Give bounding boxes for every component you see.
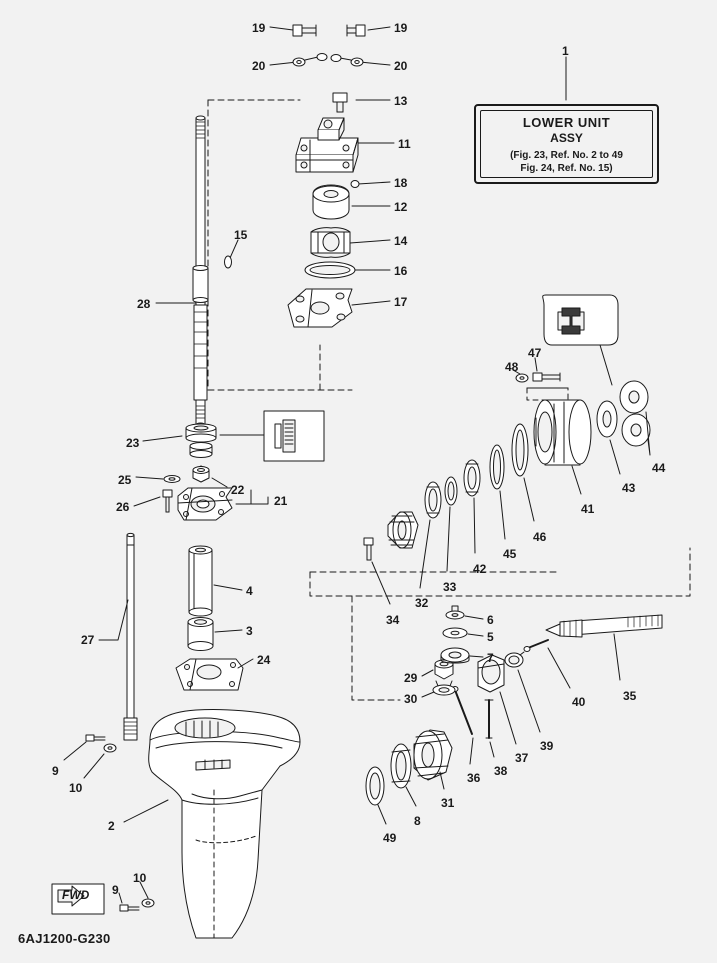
leader-6 bbox=[465, 616, 483, 619]
washer-10-upper bbox=[104, 744, 116, 752]
leader-25 bbox=[136, 477, 163, 479]
nut-22 bbox=[193, 466, 209, 482]
callout-number: 21 bbox=[274, 494, 288, 508]
bearing-32 bbox=[425, 482, 441, 518]
callout-number: 41 bbox=[581, 502, 595, 516]
callout-number: 4 bbox=[246, 584, 253, 598]
pump-housing-11 bbox=[296, 118, 358, 172]
tab-washer-30 bbox=[433, 681, 455, 695]
callout-number: 26 bbox=[116, 500, 130, 514]
pump-base-17 bbox=[288, 289, 352, 327]
callout-number: 15 bbox=[234, 228, 248, 242]
washer-5 bbox=[443, 628, 467, 638]
leader-29 bbox=[422, 670, 433, 676]
callout-number: 19 bbox=[252, 21, 266, 35]
callout-number: 30 bbox=[404, 692, 418, 706]
shim-33 bbox=[445, 477, 457, 505]
pin-18 bbox=[351, 181, 359, 188]
collar-3 bbox=[188, 618, 213, 651]
leader-46 bbox=[524, 478, 534, 521]
dashed-box-47-48 bbox=[527, 388, 568, 400]
callout-number: 36 bbox=[467, 771, 481, 785]
callout-number: 31 bbox=[441, 796, 455, 810]
bolt-34 bbox=[364, 538, 373, 560]
leader-8 bbox=[406, 787, 416, 806]
leader-43 bbox=[610, 440, 620, 474]
leader-2 bbox=[124, 800, 168, 822]
leader-42 bbox=[474, 498, 475, 553]
leader-10-upper bbox=[84, 754, 104, 778]
bearing-housing-21 bbox=[178, 488, 232, 520]
callout-number: 22 bbox=[231, 483, 245, 497]
leader-24 bbox=[238, 659, 253, 668]
callout-number: 14 bbox=[394, 234, 408, 248]
callout-number: 39 bbox=[540, 739, 554, 753]
leader-15 bbox=[230, 240, 238, 258]
seal-49 bbox=[366, 767, 384, 805]
leader-49 bbox=[378, 805, 386, 824]
prop-shaft-35 bbox=[546, 615, 662, 637]
forward-gear-31 bbox=[414, 730, 452, 780]
bolt-19-left bbox=[293, 25, 316, 36]
callout-number: 25 bbox=[118, 473, 132, 487]
gasket-16 bbox=[305, 262, 355, 278]
leader-40 bbox=[548, 648, 570, 688]
callout-number: 20 bbox=[394, 59, 408, 73]
callout-number: 20 bbox=[252, 59, 266, 73]
leader-9-lower bbox=[119, 893, 122, 903]
leader-19-right bbox=[368, 27, 390, 30]
leader-20-right bbox=[360, 62, 390, 65]
gasket-plate-24 bbox=[176, 659, 243, 690]
assy-note-line2: Fig. 24, Ref. No. 15) bbox=[520, 163, 613, 174]
insert-12 bbox=[313, 185, 349, 219]
drive-shaft-28 bbox=[193, 116, 208, 427]
gearcase-body-2 bbox=[149, 709, 300, 938]
pinion-gear bbox=[388, 512, 418, 548]
seal-housing-23 bbox=[186, 424, 216, 458]
leader-7 bbox=[470, 656, 483, 657]
callout-number: 34 bbox=[386, 613, 400, 627]
washer-44-inner bbox=[622, 414, 650, 446]
washer-25 bbox=[164, 476, 180, 483]
washer-6 bbox=[446, 606, 464, 619]
callout-number: 47 bbox=[528, 346, 542, 360]
callout-number: 12 bbox=[394, 200, 408, 214]
leader-17 bbox=[352, 301, 390, 305]
oring-45 bbox=[490, 445, 504, 489]
callout-number: 49 bbox=[383, 831, 397, 845]
leader-18 bbox=[358, 182, 390, 184]
bearing-8 bbox=[391, 744, 411, 788]
callout-number: 44 bbox=[652, 461, 666, 475]
callout-number: 11 bbox=[398, 137, 411, 151]
anode-bolt-9-lower bbox=[120, 905, 139, 911]
callout-number: 18 bbox=[394, 176, 408, 190]
callout-number: 23 bbox=[126, 436, 140, 450]
clip-20-left bbox=[293, 54, 327, 67]
callout-number: 24 bbox=[257, 653, 271, 667]
callout-number: 10 bbox=[69, 781, 83, 795]
leader-38 bbox=[490, 742, 494, 757]
callout-number: 10 bbox=[133, 871, 147, 885]
callout-number: 42 bbox=[473, 562, 487, 576]
leader-9-upper bbox=[64, 742, 86, 760]
washer-48 bbox=[516, 374, 528, 382]
leader-4 bbox=[214, 585, 242, 590]
pin-40 bbox=[524, 640, 548, 652]
anode-bolt-9-upper bbox=[86, 735, 105, 741]
bolt-26 bbox=[163, 490, 172, 512]
leader-32 bbox=[420, 520, 430, 588]
leader-26 bbox=[134, 497, 160, 506]
leader-21 bbox=[236, 497, 268, 504]
leader-34 bbox=[372, 562, 390, 604]
callout-number: 1 bbox=[562, 44, 569, 58]
leader-14 bbox=[350, 240, 390, 243]
callout-number: 33 bbox=[443, 580, 457, 594]
callout-number: 13 bbox=[394, 94, 408, 108]
callout-number: 6 bbox=[487, 613, 494, 627]
callout-number: 46 bbox=[533, 530, 547, 544]
bolt-47 bbox=[533, 373, 560, 381]
callout-number: 43 bbox=[622, 481, 636, 495]
leader-3 bbox=[215, 630, 242, 632]
leader-37 bbox=[500, 692, 516, 744]
callout-number: 48 bbox=[505, 360, 519, 374]
leader-23 bbox=[143, 436, 182, 441]
shift-rod-27 bbox=[124, 533, 137, 740]
callout-number: 37 bbox=[515, 751, 529, 765]
callout-number: 2 bbox=[108, 819, 115, 833]
callout-number: 19 bbox=[394, 21, 408, 35]
leader-39 bbox=[518, 670, 540, 732]
assy-box-inner bbox=[480, 110, 653, 178]
leader-33 bbox=[447, 507, 450, 571]
leader-22 bbox=[212, 478, 227, 487]
callout-number: 17 bbox=[394, 295, 408, 309]
leader-31 bbox=[440, 772, 444, 789]
leader-45 bbox=[500, 491, 505, 539]
callout-number: 9 bbox=[52, 764, 59, 778]
detail-box-23 bbox=[220, 411, 324, 461]
bearing-carrier-41 bbox=[534, 400, 591, 465]
callout-number: 5 bbox=[487, 630, 494, 644]
callout-number: 40 bbox=[572, 695, 586, 709]
callout-number: 16 bbox=[394, 264, 408, 278]
leader-5 bbox=[468, 634, 483, 636]
bolt-19-right bbox=[347, 25, 365, 36]
leader-30 bbox=[422, 692, 434, 697]
bearing-42 bbox=[464, 460, 480, 496]
washer-44-outer bbox=[620, 381, 648, 413]
pin-15 bbox=[225, 256, 232, 268]
part-code-label: 6AJ1200-G230 bbox=[18, 931, 111, 946]
callout-number: 3 bbox=[246, 624, 253, 638]
leader-19-left bbox=[270, 27, 293, 30]
callout-number: 45 bbox=[503, 547, 517, 561]
washer-10-lower bbox=[142, 899, 154, 907]
clip-20-right bbox=[331, 55, 363, 67]
leader-36 bbox=[470, 738, 473, 764]
clip-39 bbox=[505, 652, 524, 667]
spring-38 bbox=[485, 700, 493, 738]
bolt-13 bbox=[333, 93, 347, 112]
callout-number: 28 bbox=[137, 297, 151, 311]
callout-number: 32 bbox=[415, 596, 429, 610]
leader-35 bbox=[614, 634, 620, 680]
leader-27 bbox=[99, 600, 128, 640]
detail-box-47 bbox=[543, 295, 618, 385]
oring-46 bbox=[512, 424, 528, 476]
lower-unit-assy-box bbox=[474, 104, 659, 184]
callout-number: 8 bbox=[414, 814, 421, 828]
callout-number: 7 bbox=[487, 651, 494, 665]
fwd-direction-label: FWD bbox=[62, 888, 90, 902]
callout-number: 38 bbox=[494, 764, 508, 778]
callout-number: 9 bbox=[112, 883, 119, 897]
callout-number: 27 bbox=[81, 633, 95, 647]
spacer-43 bbox=[597, 401, 617, 437]
pin-36 bbox=[452, 687, 472, 735]
callout-number: 29 bbox=[404, 671, 418, 685]
assy-note-line1: (Fig. 23, Ref. No. 2 to 49 bbox=[510, 150, 623, 161]
callout-number: 35 bbox=[623, 689, 637, 703]
sleeve-4 bbox=[189, 546, 212, 616]
assy-subtitle: ASSY bbox=[550, 131, 583, 145]
leader-41 bbox=[572, 466, 581, 494]
impeller-14 bbox=[311, 228, 350, 258]
assy-title: LOWER UNIT bbox=[522, 115, 611, 130]
